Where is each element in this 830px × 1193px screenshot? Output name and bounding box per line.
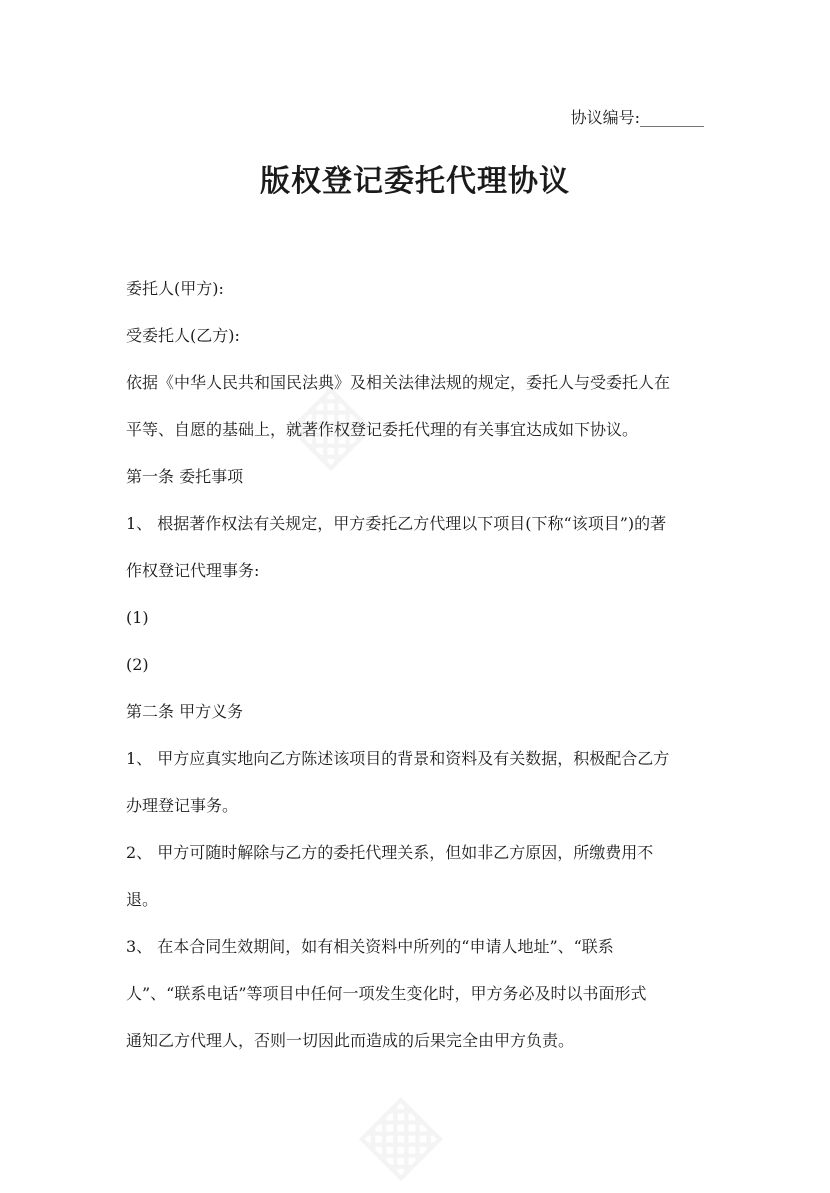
- clause-line: 作权登记代理事务:: [126, 561, 260, 580]
- preamble-line: 平等、自愿的基础上，就著作权登记委托代理的有关事宜达成如下协议。: [126, 420, 639, 439]
- item-line: (2): [126, 655, 149, 674]
- party-b-line: 受委托人(乙方):: [126, 326, 240, 345]
- clause-line: 1、 甲方应真实地向乙方陈述该项目的背景和资料及有关数据，积极配合乙方: [126, 749, 670, 768]
- section-heading: 第一条 委托事项: [126, 467, 244, 486]
- document-body: [126, 265, 706, 1064]
- clause-line: 办理登记事务。: [126, 796, 239, 815]
- clause-line: 3、 在本合同生效期间，如有相关资料中所列的“申请人地址”、“联系: [126, 937, 614, 956]
- clause-line: 通知乙方代理人，否则一切因此而造成的后果完全由甲方负责。: [126, 1031, 575, 1050]
- agreement-number: 协议编号:________: [570, 108, 704, 127]
- preamble-line: 依据《中华人民共和国民法典》及相关法律法规的规定，委托人与受委托人在: [126, 373, 671, 392]
- item-line: (1): [126, 608, 149, 627]
- document-title: 版权登记委托代理协议: [260, 164, 570, 199]
- party-a-line: 委托人(甲方):: [126, 279, 224, 298]
- clause-line: 1、 根据著作权法有关规定，甲方委托乙方代理以下项目(下称“该项目”)的著: [126, 514, 667, 533]
- clause-line: 退。: [126, 890, 159, 909]
- clause-line: 2、 甲方可随时解除与乙方的委托代理关系，但如非乙方原因，所缴费用不: [126, 843, 654, 862]
- section-heading: 第二条 甲方义务: [126, 702, 244, 721]
- clause-line: 人”、“联系电话”等项目中任何一项发生变化时，甲方务必及时以书面形式: [126, 984, 647, 1003]
- watermark: [339, 1077, 455, 1193]
